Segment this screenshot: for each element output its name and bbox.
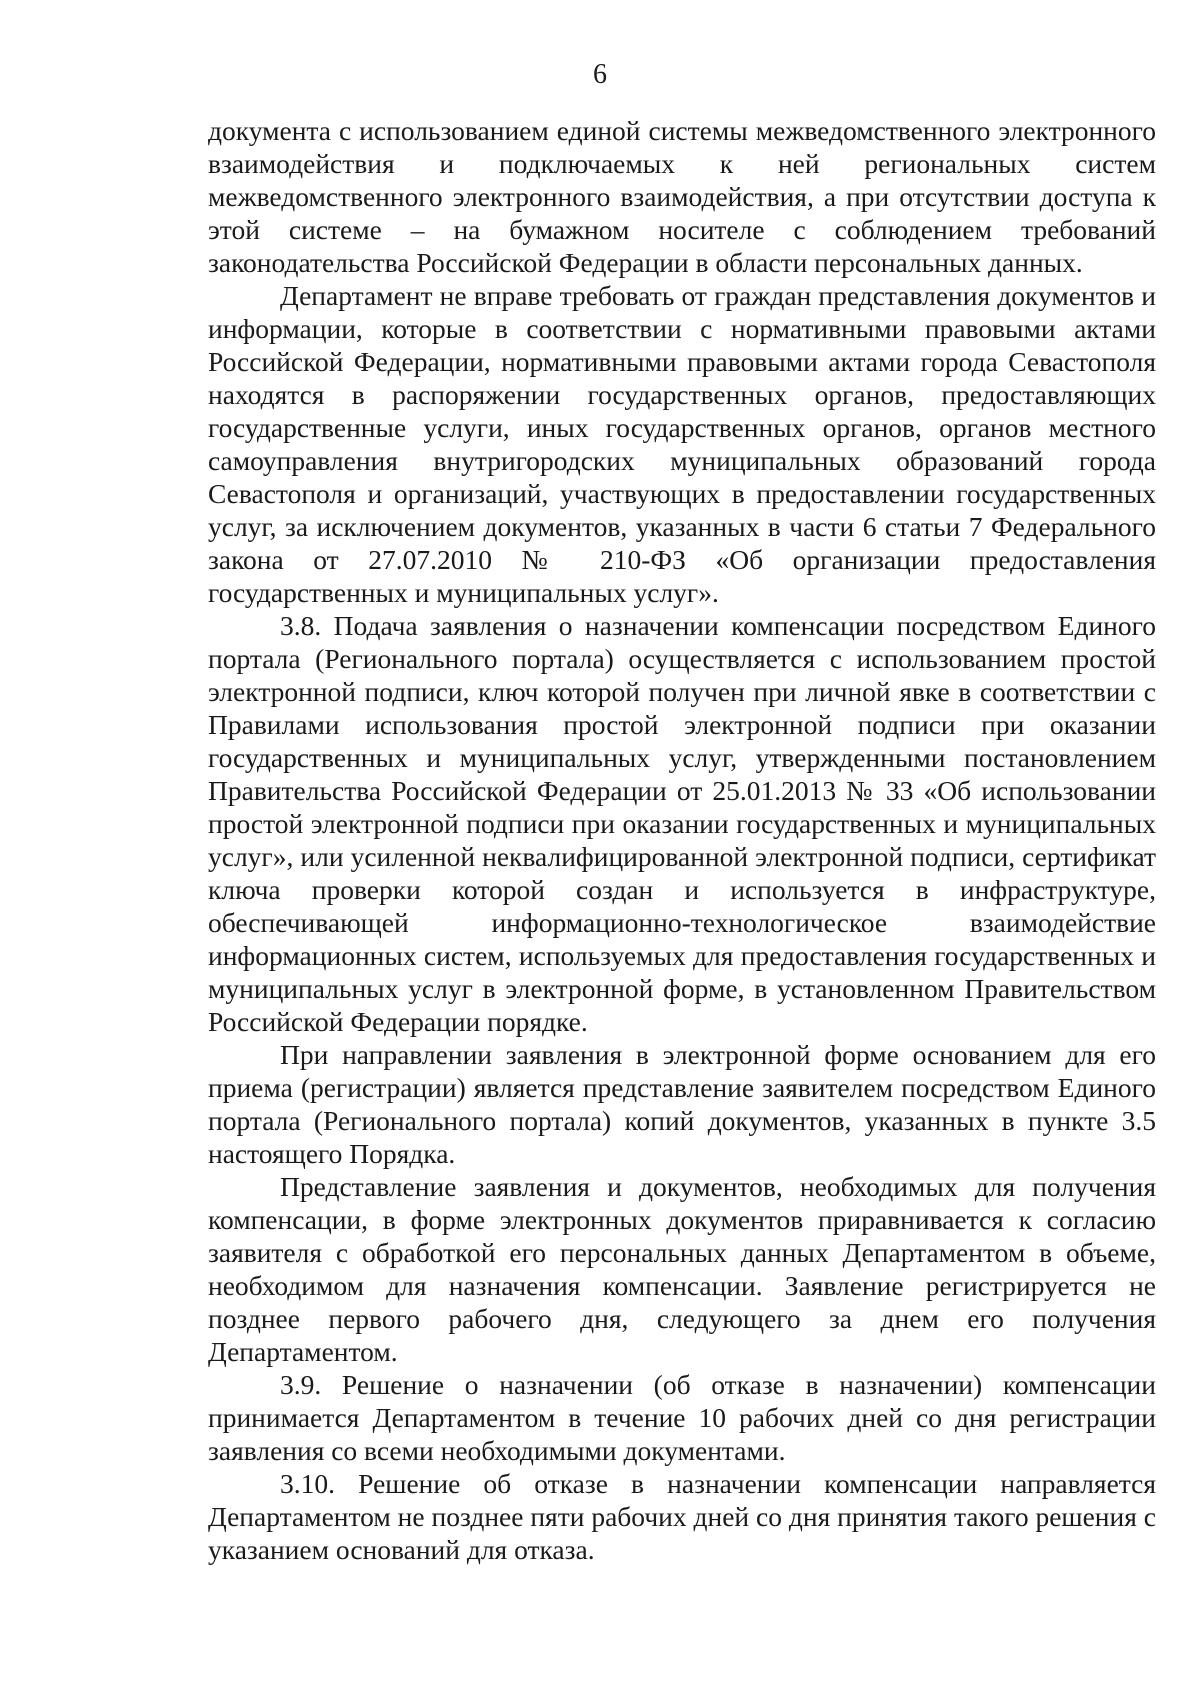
page-number: 6 — [593, 59, 607, 90]
paragraph-3-9: 3.9. Решение о назначении (об отказе в назначении) компенсации принимается Департаментом в течение 10 рабочих дней со дня регистрации заявления со всеми необходимыми документами. — [208, 1369, 1156, 1466]
paragraph-consent: Представление заявления и документов, необходимых для получения компенсации, в форме электронных документов приравнивается к согласию заявителя с обработкой его персональных данных Департаментом в объеме, необходимом для назначения компенсации. Заявление регистрируется не позднее первого рабочего дня, следующего за днем его получения Департаментом. — [208, 1171, 1156, 1367]
paragraph-3-8: 3.8. Подача заявления о назначении компенсации посредством Единого портала (Регионального портала) осуществляется с использованием простой электронной подписи, ключ которой получен при личной явке в соответствии с Правилами использования простой электронной подписи при оказании государственных и муниципальных услуг, утвержденными постановлением Правительства Российской Федерации от 25.01.2013 № 33 «Об использовании простой электронной подписи при оказании государственных и муниципальных услуг», или усиленной неквалифицированной электронной подписи, сертификат ключа проверки которой создан и используется в инфраструктуре, обеспечивающей информационно-технологическое взаимодействие информационных систем, используемых для предоставления государственных и муниципальных услуг в электронной форме, в установленном Правительством Российской Федерации порядке. — [208, 610, 1156, 1037]
paragraph-electronic-submission: При направлении заявления в электронной форме основанием для его приема (регистрации) является представление заявителем посредством Единого портала (Регионального портала) копий документов, указанных в пункте 3.5 настоящего Порядка. — [208, 1039, 1156, 1169]
document-body — [208, 114, 1156, 1566]
paragraph-continuation: документа с использованием единой системы межведомственного электронного взаимодействия и подключаемых к ней региональных систем межведомственного электронного взаимодействия, а при отсутствии доступа к этой системе – на бумажном носителе с соблюдением требований законодательства Российской Федерации в области персональных данных. — [208, 115, 1156, 278]
paragraph-department-restriction: Департамент не вправе требовать от граждан представления документов и информации, которые в соответствии с нормативными правовыми актами Российской Федерации, нормативными правовыми актами города Севастополя находятся в распоряжении государственных органов, предоставляющих государственные услуги, иных государственных органов, органов местного самоуправления внутригородских муниципальных образований города Севастополя и организаций, участвующих в предоставлении государственных услуг, за исключением документов, указанных в части 6 статьи 7 Федерального закона от 27.07.2010 № 210-ФЗ «Об организации предоставления государственных и муниципальных услуг». — [208, 280, 1156, 608]
paragraph-3-10: 3.10. Решение об отказе в назначении компенсации направляется Департаментом не позднее пяти рабочих дней со дня принятия такого решения с указанием оснований для отказа. — [208, 1468, 1156, 1565]
